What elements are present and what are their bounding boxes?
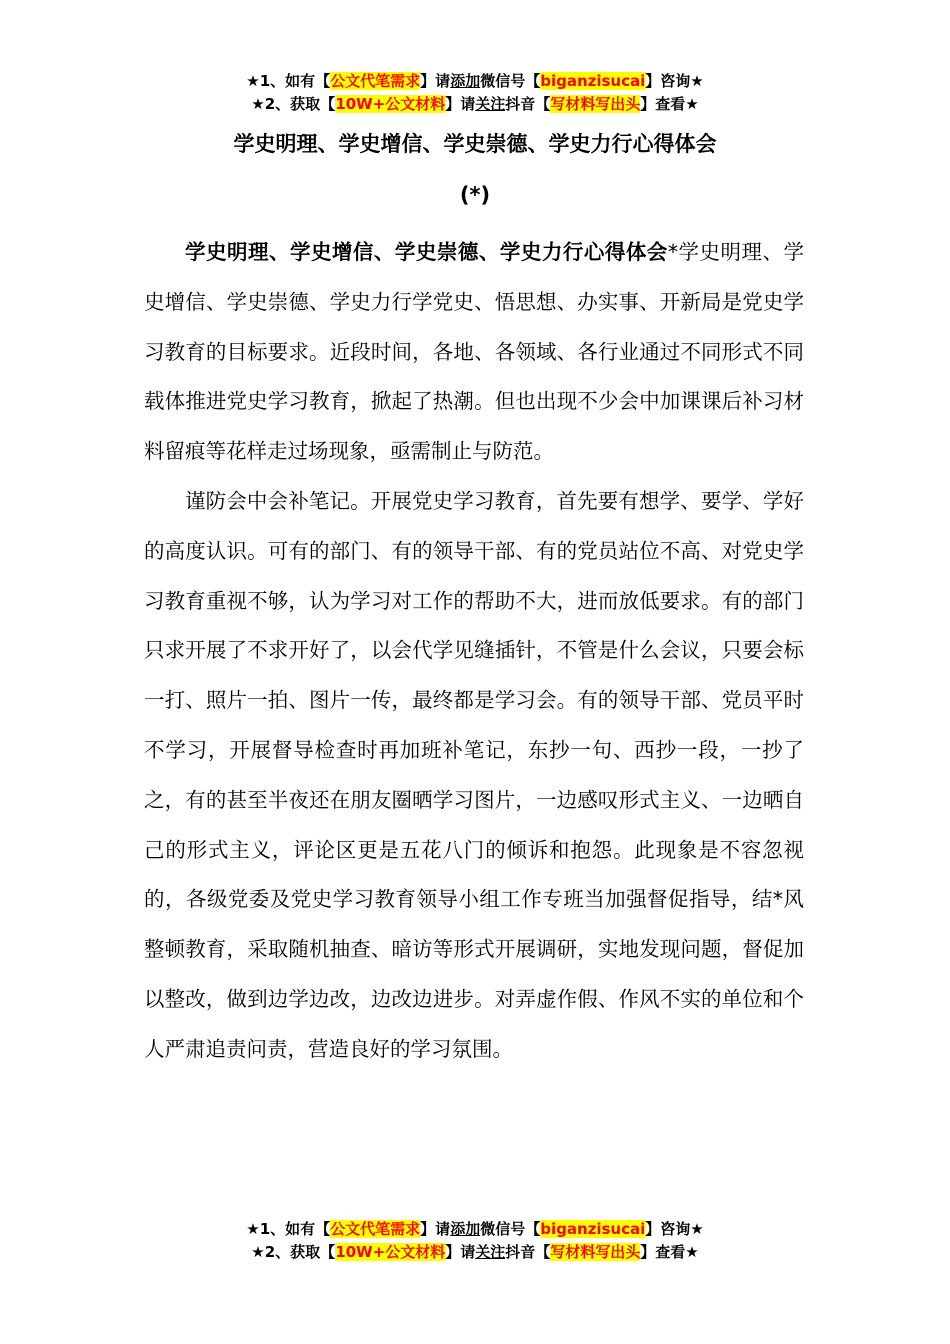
- paragraph-1-text: *学史明理、学史增信、学史崇德、学史力行学党史、悟思想、办实事、开新局是党史学习教育的目标要求。近段时间，各地、各领域、各行业通过不同形式不同载体推进党史学习教育，掀起了热潮。但也出现不少会中加课课后补习材料留痕等花样走过场现象，亟需制止与防范。: [144, 240, 805, 464]
- banner-line-1-highlight-service: 公文代笔需求: [330, 72, 421, 90]
- banner-line-1-mid2: 微信号【: [480, 72, 541, 90]
- bottom-banner-line-1-mid2: 微信号【: [480, 1220, 541, 1238]
- bottom-banner-line-1-highlight-wechat: biganzisucai: [540, 1220, 646, 1238]
- banner-line-1-prefix: ★1、如有【: [246, 72, 331, 90]
- bottom-banner-line-1-mid: 】请: [420, 1220, 451, 1238]
- banner-line-2-highlight-materials: 10W+公文材料: [335, 95, 446, 113]
- bottom-banner-line-2-mid2: 抖音【: [505, 1243, 551, 1261]
- bottom-banner-line-2-highlight-materials: 10W+公文材料: [335, 1243, 446, 1261]
- bottom-banner-line-1: [0, 1218, 950, 1241]
- paragraph-1-lead: 学史明理、学史增信、学史崇德、学史力行心得体会: [185, 240, 668, 264]
- bottom-banner-line-2-mid: 】请: [445, 1243, 476, 1261]
- bottom-banner-line-2-underlined: 关注: [475, 1243, 506, 1261]
- bottom-banner-line-2-highlight-douyin: 写材料写出头: [550, 1243, 641, 1261]
- paragraph-1: [144, 228, 804, 477]
- paragraph-2-text: 谨防会中会补笔记。开展党史学习教育，首先要有想学、要学、学好的高度认识。可有的部门、有的领导干部、有的党员站位不高、对党史学习教育重视不够，认为学习对工作的帮助不大，进而放低要求。有的部门只求开展了不求开好了，以会代学见缝插针，不管是什么会议，只要会标一打、照片一拍、图片一传，最终都是学习会。有的领导干部、党员平时不学习，开展督导检查时再加班补笔记，东抄一句、西抄一段，一抄了之，有的甚至半夜还在朋友圈晒学习图片，一边感叹形式主义、一边晒自己的形式主义，评论区更是五花八门的倾诉和抱怨。此现象是不容忽视的，各级党委及党史学习教育领导小组工作专班当加强督促指导，结*风整顿教育，采取随机抽查、暗访等形式开展调研，实地发现问题，督促加以整改，做到边学边改，边改边进步。对弄虚作假、作风不实的单位和个人严肃追责问责，营造良好的学习氛围。: [144, 488, 804, 1061]
- banner-line-2: [0, 93, 950, 116]
- banner-line-2-prefix: ★2、获取【: [251, 95, 336, 113]
- bottom-banner-line-2-suffix: 】查看★: [640, 1243, 699, 1261]
- banner-line-2-suffix: 】查看★: [640, 95, 699, 113]
- top-banner: [0, 70, 950, 116]
- banner-line-1-underlined: 添加: [450, 72, 481, 90]
- bottom-banner-line-1-underlined: 添加: [450, 1220, 481, 1238]
- bottom-banner-line-2-prefix: ★2、获取【: [251, 1243, 336, 1261]
- banner-line-2-highlight-douyin: 写材料写出头: [550, 95, 641, 113]
- bottom-banner-line-1-suffix: 】咨询★: [645, 1220, 704, 1238]
- banner-line-2-mid: 】请: [445, 95, 476, 113]
- bottom-banner-line-2: [0, 1241, 950, 1264]
- banner-line-1-highlight-wechat: biganzisucai: [540, 72, 646, 90]
- document-subtitle: (*): [459, 183, 491, 207]
- document-title: 学史明理、学史增信、学史崇德、学史力行心得体会: [233, 132, 717, 156]
- paragraph-2: [144, 477, 804, 1075]
- bottom-banner-line-1-highlight-service: 公文代笔需求: [330, 1220, 421, 1238]
- document-body: [144, 228, 804, 1075]
- banner-line-1-mid: 】请: [420, 72, 451, 90]
- banner-line-1-suffix: 】咨询★: [645, 72, 704, 90]
- bottom-banner: [0, 1218, 950, 1264]
- banner-line-2-underlined: 关注: [475, 95, 506, 113]
- banner-line-2-mid2: 抖音【: [505, 95, 551, 113]
- bottom-banner-line-1-prefix: ★1、如有【: [246, 1220, 331, 1238]
- banner-line-1: [0, 70, 950, 93]
